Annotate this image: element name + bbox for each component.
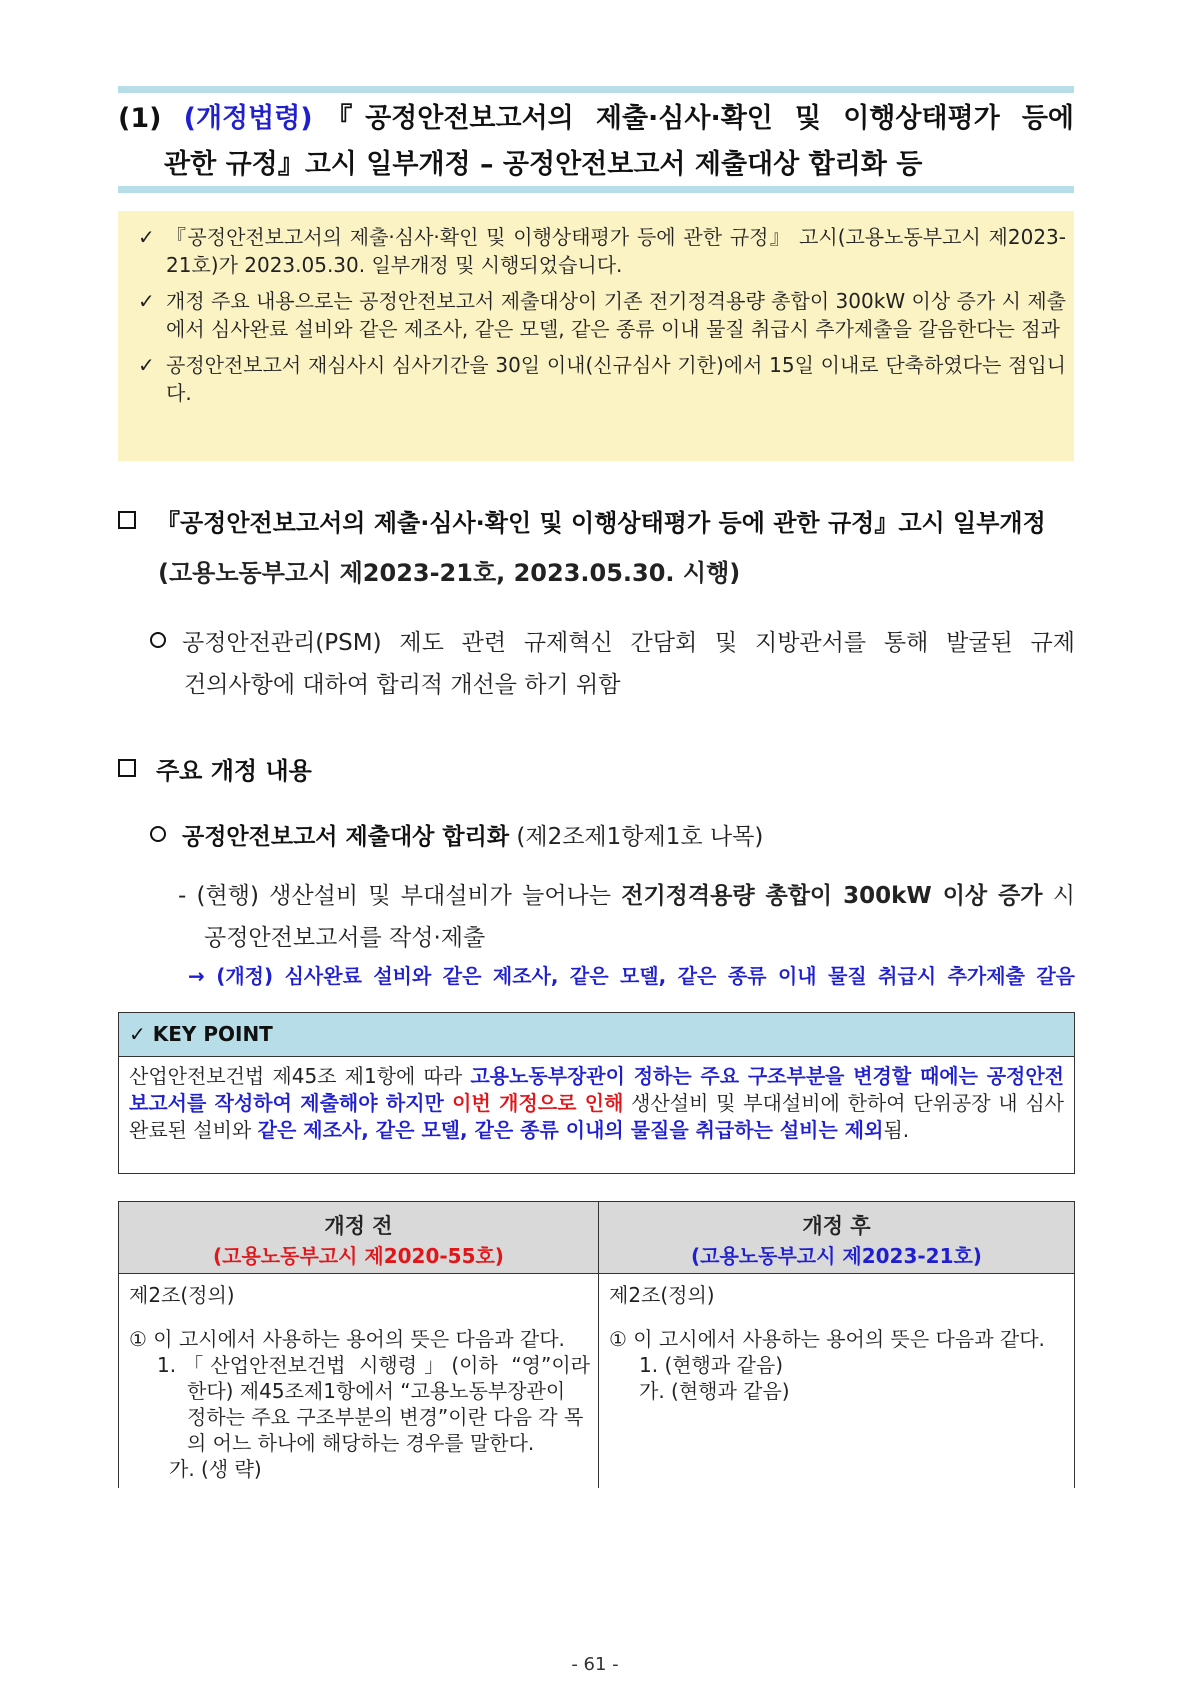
section-subheading-1: (고용노동부고시 제2023-21호, 2023.05.30. 시행) [158, 559, 741, 587]
section2-bullet: 공정안전보고서 제출대상 합리화 (제2조제1항제1호 나목) [150, 820, 763, 854]
square-bullet-icon [118, 759, 136, 777]
after-header: 개정 후 (고용노동부고시 제2023-21호) [599, 1202, 1074, 1274]
title-bottom-bar [118, 186, 1074, 193]
revised-rule: → (개정) 심사완료 설비와 같은 제조사, 같은 모델, 같은 종류 이내 물질 취급시 추가제출 갈음 [188, 964, 1075, 988]
before-header: 개정 전 (고용노동부고시 제2020-55호) [119, 1202, 598, 1274]
summary-item: ✓ 공정안전보고서 재심사시 심사기간을 30일 이내(신규심사 기한)에서 15일 이내로 단축하였다는 점입니다. [138, 353, 1066, 405]
key-point-box [118, 1012, 1075, 1174]
check-icon: ✓ [138, 225, 155, 249]
check-icon: ✓ [138, 353, 155, 377]
summary-item: ✓ 개정 주요 내용으로는 공정안전보고서 제출대상이 기존 전기정격용량 총합이 300kW 이상 증가 시 제출에서 심사완료 설비와 같은 제조사, 같은 모델, 같은 종류 이내 물질 취급시 추가제출을 갈음한다는 점과 [138, 289, 1066, 341]
square-bullet-icon [118, 511, 136, 529]
after-content: 제2조(정의) ① 이 고시에서 사용하는 용어의 뜻은 다음과 같다. 1. (현행과 같음) 가. (현행과 같음) [609, 1283, 1045, 1403]
after-column [599, 1202, 1074, 1488]
section1-bullet: 공정안전관리(PSM) 제도 관련 규제혁신 간담회 및 지방관서를 통해 발굴된 규제 건의사항에 대하여 합리적 개선을 하기 위함 [150, 622, 1075, 706]
before-column [119, 1202, 599, 1488]
page-number: - 61 - [571, 1654, 619, 1675]
key-point-body: 산업안전보건법 제45조 제1항에 따라 고용노동부장관이 정하는 주요 구조부분을 변경할 때에는 공정안전보고서를 작성하여 제출해야 하지만 이번 개정으로 인해 생산설비 및 부대설비에 한하여 단위공장 내 심사 완료된 설비와 같은 제조사, 같은 모델, 같은 종류 이내의 물질을 취급하는 설비는 제외됨. [129, 1064, 1064, 1142]
title-tag: (개정법령) [183, 103, 313, 134]
summary-item: ✓ 『공정안전보고서의 제출·심사·확인 및 이행상태평가 등에 관한 규정』 고시(고용노동부고시 제2023-21호)가 2023.05.30. 일부개정 및 시행되었습니다. [138, 225, 1066, 277]
before-content: 제2조(정의) ① 이 고시에서 사용하는 용어의 뜻은 다음과 같다. 1.「산업안전보건법 시행령」(이하 “영”이라 한다) 제45조제1항에서 “고용노동부장관이 정하는 주요 구조부분의 변경”이란 다음 각 목의 어느 하나에 해당하는 경우를 말한다. 가. (생 략) [129, 1283, 590, 1481]
summary-box [118, 211, 1074, 461]
circle-bullet-icon [150, 826, 166, 842]
comparison-table [118, 1201, 1075, 1488]
key-point-header: ✓ KEY POINT [119, 1013, 1074, 1057]
title-line-1: (1) (개정법령)『공정안전보고서의 제출·심사·확인 및 이행상태평가 등에 [118, 103, 1075, 134]
circle-bullet-icon [150, 632, 166, 648]
section-heading-1: 『공정안전보고서의 제출·심사·확인 및 이행상태평가 등에 관한 규정』고시 일부개정 [118, 506, 1078, 540]
title-line-2: 관한 규정』고시 일부개정 – 공정안전보고서 제출대상 합리화 등 [164, 149, 923, 180]
page-title [118, 96, 1074, 188]
title-top-bar [118, 86, 1074, 93]
current-rule: - (현행) 생산설비 및 부대설비가 늘어나는 전기정격용량 총합이 300kW 이상 증가 시 공정안전보고서를 작성·제출 [178, 883, 1075, 951]
section-heading-2: 주요 개정 내용 [118, 754, 1078, 788]
check-icon: ✓ [138, 289, 155, 313]
